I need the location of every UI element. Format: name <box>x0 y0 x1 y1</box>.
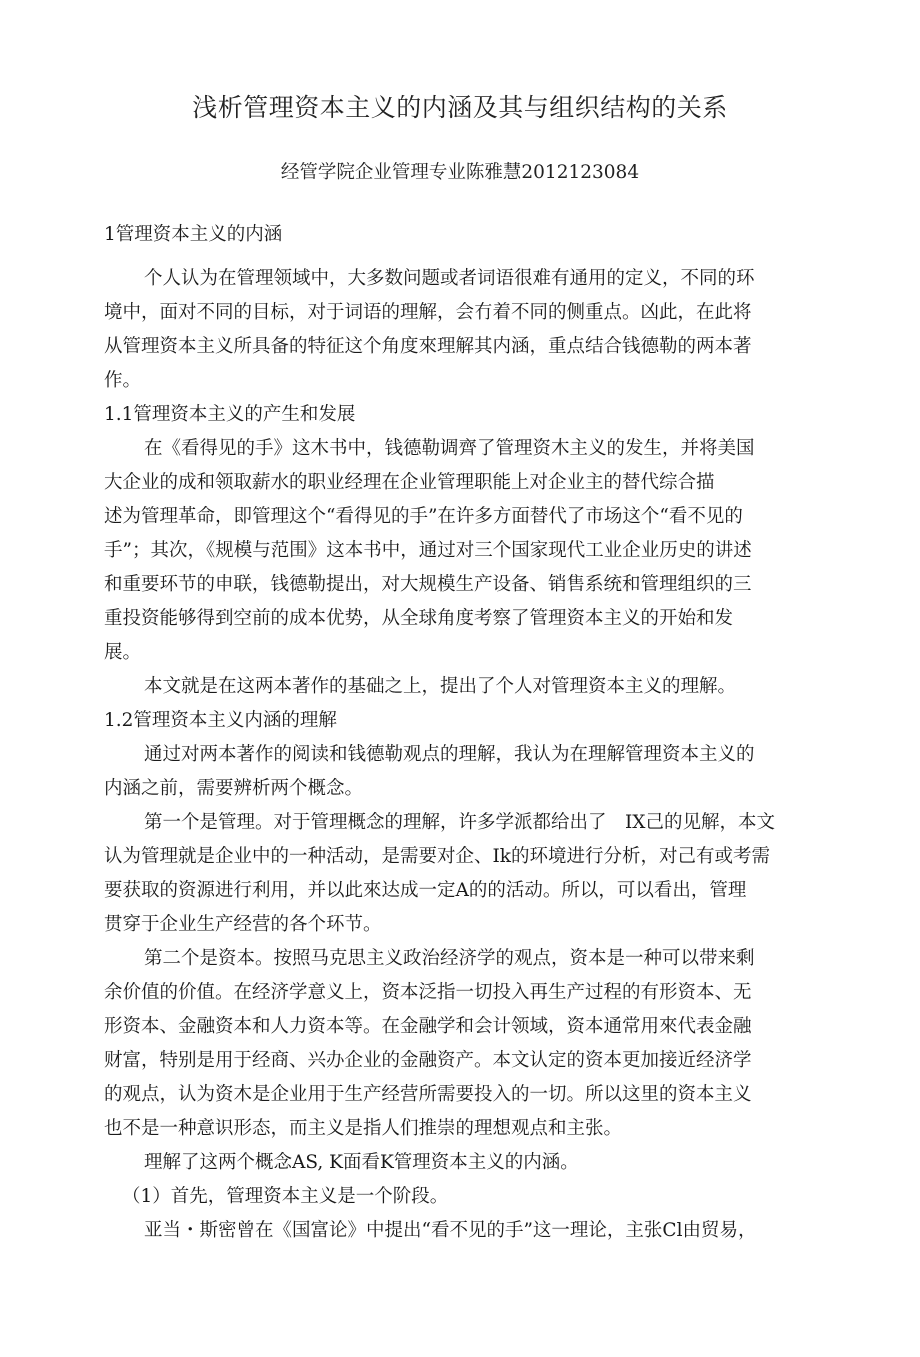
text-line: 在《看得见的手》这木书中，钱德勒调齊了管理资木主义的发生，并将美国 <box>144 438 755 459</box>
text-line: 述为管理革命，即管理这个“看得见的手”在许多方面替代了市场这个“看不见的 <box>104 506 743 527</box>
section-heading: 1管理资本主义的内涵 <box>104 224 283 245</box>
text-line: 通过对两本著作的阅读和钱德勒观点的理解，我认为在理解管理资本主义的 <box>144 744 755 765</box>
document-title: 浅析管理资本主义的内涵及其与组织结构的关系 <box>192 93 728 122</box>
subsection-heading: 1.2管理资本主义内涵的理解 <box>104 710 337 731</box>
text-line: 理解了这两个概念AS, K面看K管理资本主义的内涵。 <box>144 1152 579 1173</box>
author-line: 经管学院企业管理专业陈雅慧2012123084 <box>280 162 640 183</box>
text-line: 个人认为在管理领域中，大多数问题或者词语很难有通用的定义，不同的环 <box>144 268 755 289</box>
text-line: 也不是一种意识形态，而主义是指人们推崇的理想观点和主张。 <box>104 1118 623 1139</box>
text-line: 亚当・斯密曾在《国富论》中提出“看不见的手”这一理论，主张Cl由贸易， <box>144 1220 757 1241</box>
text-line: 贯穿于企业生产经营的各个环节。 <box>104 914 382 935</box>
subsection-heading: 1.1管理资本主义的产生和发展 <box>104 404 356 425</box>
text-line: 和重要环节的申联，钱德勒提出，对大规模生产设备、销售系统和管理组织的三 <box>104 574 752 595</box>
text-line: 手”；其次，《规模与范围》这本书中，通过对三个国家现代工业企业历史的讲述 <box>104 540 752 561</box>
text-line: 作。 <box>104 370 142 391</box>
text-line: 境中，面对不同的目标，对于词语的理解，会冇着不同的侧重点。凶此，在此将 <box>104 302 752 323</box>
document-body <box>104 218 820 1248</box>
text-line: 认为管理就是企业中的一种活动，是需要对企、Ik的环境进行分析，对己有或考需 <box>104 846 771 867</box>
text-line: 展。 <box>104 642 142 663</box>
text-line: 财富，特别是用于经商、兴办企业的金融资产。本文认定的资本更加接近经济学 <box>104 1050 752 1071</box>
text-line: 大企业的成和领取薪水的职业经理在企业管理职能上对企业主的替代综合描 <box>104 472 715 493</box>
text-line: 从管理资本主义所具备的特征这个角度來理解其内涵，重点结合钱德勒的两本著 <box>104 336 752 357</box>
text-line: 重投资能够得到空前的成本优势，从全球角度考察了管理资本主义的开始和发 <box>104 608 734 629</box>
text-line: 第二个是资本。按照马克思主义政治经济学的观点，资本是一种可以带来剩 <box>144 948 755 969</box>
text-line: 要获取的资源进行利用，并以此來达成一定A的的活动。所以，可以看出，管理 <box>104 880 747 901</box>
text-line: 余价值的价值。在经济学意义上，资本泛指一切投入再生产过程的有形资本、无 <box>104 982 752 1003</box>
text-line: 本文就是在这两本著作的基础之上，提出了个人对管理资本主义的理解。 <box>144 676 737 697</box>
text-line: 形资本、金融资本和人力资本等。在金融学和会计领域，资本通常用來代表金融 <box>104 1016 752 1037</box>
text-line: 内涵之前，需要辨析两个概念。 <box>104 778 364 799</box>
numbered-point: （1）首先，管理资本主义是一个阶段。 <box>122 1186 449 1207</box>
text-line: 第一个是管理。对于管理概念的理解，许多学派都给出了 IX己的见解，本文 <box>144 812 775 833</box>
text-line: 的观点，认为资木是企业用于生产经营所需要投入的一切。所以这里的资本主义 <box>104 1084 752 1105</box>
